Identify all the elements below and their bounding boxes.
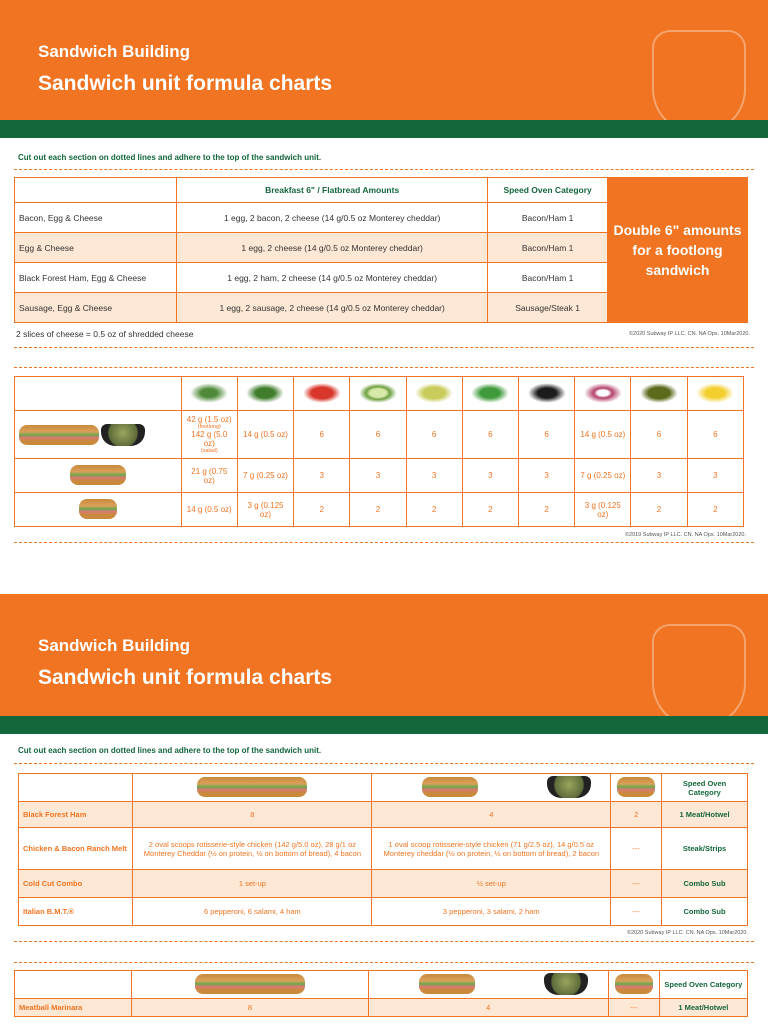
double-note: Double 6" amounts for a footlong sandwich [608, 178, 748, 323]
copyright: ©2019 Subway IP LLC. CN. NA Ops. 10Mar2020. [624, 532, 746, 538]
mini-sandwich-icon [79, 499, 117, 519]
footlong-sandwich-icon [19, 425, 99, 445]
row-amount: 1 egg, 2 ham, 2 cheese (14 g/0.5 oz Monterey cheddar) [177, 263, 488, 293]
cut-line [14, 347, 754, 348]
six-inch-sandwich-icon [422, 777, 478, 797]
cut-line [14, 169, 754, 170]
mini-sandwich-icon [617, 777, 655, 797]
header-subtitle: Sandwich Building [38, 42, 191, 61]
protein-table: Speed Oven Category Black Forest Ham 8 4 2 1 Meat/Hotwel Chicken & Bacon Ranch Melt 2 oval scoops rotisserie-style chicken (142 g/5.0 oz), 28 g/1 oz Monterey Cheddar (½ on protein, ½ on bottom of bread), 4 bacon 1 oval scoop rotisserie-style chicken (71 g/2.5 oz), 14 g/0.5 oz Monterey cheddar (½ on protein, ½ on bottom of bread), 2 bacon --- Steak/Strips Cold Cut Combo 1 set-up ½ set-up --- Combo Sub Italian B.M.T.® 6 pepperoni, 6 salami, 4 ham 3 pepperoni, 3 salami, 2 ham --- Combo Sub [18, 773, 748, 926]
row-name: Black Forest Ham [19, 802, 133, 828]
cucumber-icon [359, 383, 397, 403]
mini-sandwich-icon [615, 974, 653, 994]
col-amounts: Breakfast 6" / Flatbread Amounts [177, 178, 488, 203]
header-subtitle: Sandwich Building [38, 636, 191, 655]
spinach-icon [246, 383, 284, 403]
salad-bowl-icon [544, 973, 588, 995]
instructions: Cut out each section on dotted lines and adhere to the top of the sandwich unit. [18, 746, 322, 755]
cut-line [14, 542, 754, 543]
cheese-footnote: 2 slices of cheese = 0.5 oz of shredded cheese [16, 329, 194, 339]
copyright: ©2020 Subway IP LLC. CN. NA Ops. 10Mar2020. [626, 930, 748, 936]
row-oven: Sausage/Steak 1 [488, 293, 608, 323]
arugula-icon [190, 383, 228, 403]
page-title: Sandwich unit formula charts [38, 666, 333, 689]
copyright: ©2020 Subway IP LLC. CN. NA Ops. 10Mar2020. [628, 331, 750, 337]
red-onion-icon [584, 383, 622, 403]
cut-line [14, 941, 754, 942]
col-oven: Speed Oven Category [662, 774, 748, 802]
protein-table-2: Speed Oven Category Meatball Marinara 8 4 --- 1 Meat/Hotwel [14, 970, 748, 1017]
veggie-table: 42 g (1.5 oz) (footlong) 142 g (5.0 oz) (salad) 14 g (0.5 oz) 6 6 6 6 6 14 g (0.5 oz) 6 6 21 g (0.75 oz) 7 g (0.25 oz) 3 3 3 3 3 7 g (0.25 oz) 3 3 14 g (0.5 oz) 3 g (0.125 oz) 2 2 2 2 2 3 g (0.125 oz) 2 2 [14, 376, 744, 527]
jalapeno-icon [640, 383, 678, 403]
col-oven: Speed Oven Category [659, 971, 747, 999]
row-amount: 1 egg, 2 bacon, 2 cheese (14 g/0.5 oz Monterey cheddar) [177, 203, 488, 233]
pickle-icon [415, 383, 453, 403]
green-stripe [0, 120, 768, 138]
six-inch-sandwich-icon [70, 465, 126, 485]
row-name: Bacon, Egg & Cheese [15, 203, 177, 233]
row-name: Cold Cut Combo [19, 870, 133, 898]
row-amount: 1 egg, 2 sausage, 2 cheese (14 g/0.5 oz Monterey cheddar) [177, 293, 488, 323]
green-pepper-icon [471, 383, 509, 403]
cut-line [14, 962, 754, 963]
col-oven: Speed Oven Category [488, 178, 608, 203]
row-name: Black Forest Ham, Egg & Cheese [15, 263, 177, 293]
breakfast-table [14, 177, 748, 323]
row-name: Sausage, Egg & Cheese [15, 293, 177, 323]
olive-icon [528, 383, 566, 403]
sandwich-logo-icon [652, 624, 746, 728]
salad-bowl-icon [547, 776, 591, 798]
salad-bowl-icon [101, 424, 145, 446]
cut-line [14, 763, 754, 764]
green-stripe [0, 716, 768, 734]
cut-line [14, 367, 754, 368]
sandwich-logo-icon [652, 30, 746, 134]
row-oven: Bacon/Ham 1 [488, 263, 608, 293]
tomato-icon [303, 383, 341, 403]
row-name: Egg & Cheese [15, 233, 177, 263]
banana-pepper-icon [696, 383, 734, 403]
row-oven: Bacon/Ham 1 [488, 203, 608, 233]
page-title: Sandwich unit formula charts [38, 72, 333, 95]
footlong-sandwich-icon [195, 974, 305, 994]
row-name: Italian B.M.T.® [19, 898, 133, 926]
row-name: Chicken & Bacon Ranch Melt [19, 828, 133, 870]
footlong-sandwich-icon [197, 777, 307, 797]
row-name: Meatball Marinara [15, 999, 132, 1017]
instructions: Cut out each section on dotted lines and adhere to the top of the sandwich unit. [18, 153, 322, 162]
six-inch-sandwich-icon [419, 974, 475, 994]
row-oven: Bacon/Ham 1 [488, 233, 608, 263]
row-amount: 1 egg, 2 cheese (14 g/0.5 oz Monterey cheddar) [177, 233, 488, 263]
